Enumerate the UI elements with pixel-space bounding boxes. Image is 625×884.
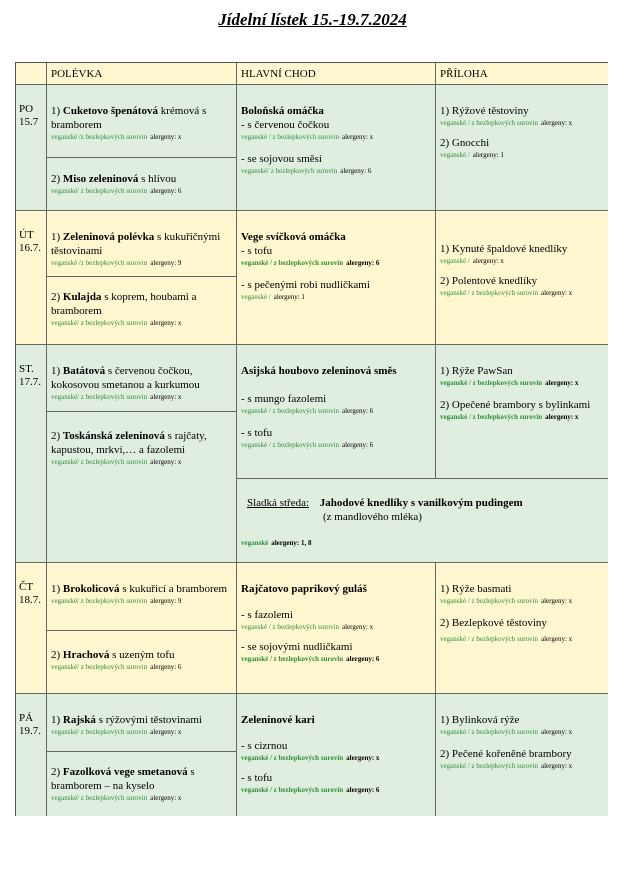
side-item: 1) Rýže basmati veganské / z bezlepkových surovin alergeny: x 2) Bezlepkové těstoviny veganské / z bezlepkových surovin alergeny: x xyxy=(440,583,573,643)
soup-name: Kulajda xyxy=(62,291,102,303)
soup-name: Hrachová xyxy=(62,649,110,661)
soup-item: 1) Zeleninová polévka s kukuřičnými těstovinami veganské /z bezlepkových surovin alergeny: 9 xyxy=(51,231,221,267)
header-side: PŘÍLOHA xyxy=(436,63,608,85)
main-name: Vege svíčková omáčka xyxy=(241,231,346,243)
day-label xyxy=(16,211,47,345)
day-label xyxy=(16,345,47,563)
soup-item: 2) Fazolková vege smetanová s bramborem – na kyselo veganské/ z bezlepkových surovin alergeny: x xyxy=(51,766,195,802)
sweet-dish: Jahodové knedlíky s vanilkovým pudingem xyxy=(319,497,523,509)
soup-cell xyxy=(47,412,237,563)
main-item: Asijská houbovo zeleninová směs - s mungo fazolemi veganské / z bezlepkových surovin alergeny: 6 - s tofu veganské / z bezlepkových surovin alergeny: 6 xyxy=(241,365,397,449)
soup-item: 2) Hrachová s uzeným tofu veganské/ z bezlepkových surovin alergeny: 6 xyxy=(51,649,182,671)
soup-cell xyxy=(47,631,237,694)
side-cell xyxy=(436,85,608,211)
soup-item: 1) Brokolicová s kukuřicí a bramborem veganské/ z bezlepkových surovin alergeny: 9 xyxy=(51,583,228,605)
soup-cell xyxy=(47,277,237,345)
soup-item: 1) Batátová s červenou čočkou, kokosovou smetanou a kurkumou veganské/ z bezlepkových surovin alergeny: x xyxy=(51,365,200,401)
soup-name: Zeleninová polévka xyxy=(62,231,155,243)
soup-name: Rajská xyxy=(62,714,96,726)
soup-cell xyxy=(47,345,237,412)
header-main: HLAVNÍ CHOD xyxy=(237,63,436,85)
day-date: 16.7. xyxy=(19,242,41,254)
main-cell xyxy=(237,345,436,479)
main-name: Boloňská omáčka xyxy=(241,105,324,117)
day-name: ÚT xyxy=(19,229,34,241)
day-date: 15.7 xyxy=(19,116,39,128)
side-cell xyxy=(436,211,608,345)
soup-cell xyxy=(47,752,237,816)
day-name: ST. xyxy=(19,363,34,375)
day-date: 18.7. xyxy=(19,594,41,606)
main-cell xyxy=(237,563,436,694)
day-name: ČT xyxy=(19,581,34,593)
day-name: PÁ xyxy=(19,712,34,724)
side-item: 1) Rýžové těstoviny veganské / z bezlepkových surovin alergeny: x 2) Gnocchi veganské / alergeny: 1 xyxy=(440,105,573,159)
soup-cell xyxy=(47,158,237,211)
side-cell xyxy=(436,563,608,694)
header-corner xyxy=(16,63,47,85)
main-item: Zeleninové kari - s cizrnou veganské / z bezlepkových surovin alergeny: x - s tofu veganské / z bezlepkových surovin alergeny: 6 xyxy=(241,714,380,794)
day-name: PO xyxy=(19,103,34,115)
main-cell xyxy=(237,85,436,211)
soup-name: Toskánská zeleninová xyxy=(62,430,165,442)
soup-name: Fazolková vege smetanová xyxy=(62,766,188,778)
sweet-wednesday-cell xyxy=(237,479,608,563)
day-label xyxy=(16,563,47,694)
soup-name: Miso zeleninová xyxy=(62,173,139,185)
side-item: 1) Bylinková rýže veganské / z bezlepkových surovin alergeny: x 2) Pečené kořeněné brambory veganské / z bezlepkových surovin alergeny: x xyxy=(440,714,573,770)
side-item: 1) Kynuté špaldové knedlíky veganské / alergeny: x 2) Polentové knedlíky veganské / z bezlepkových surovin alergeny: x xyxy=(440,243,573,297)
soup-item: 1) Rajská s rýžovými těstovinami veganské/ z bezlepkových surovin alergeny: x xyxy=(51,714,202,736)
side-cell xyxy=(436,694,608,816)
soup-item: 2) Kulajda s koprem, houbami a bramborem veganské/ z bezlepkových surovin alergeny: x xyxy=(51,291,197,327)
main-item: Boloňská omáčka - s červenou čočkou veganské / z bezlepkových surovin alergeny: x - se sojovou směsí veganské/ z bezlepkových surovin alergeny: 6 xyxy=(241,105,374,175)
soup-item: 2) Toskánská zeleninová s rajčaty, kapustou, mrkví,… a fazolemi veganské/ z bezlepkových surovin alergeny: x xyxy=(51,430,207,466)
main-cell xyxy=(237,211,436,345)
day-date: 17.7. xyxy=(19,376,41,388)
main-name: Asijská houbovo zeleninová směs xyxy=(241,365,397,377)
day-date: 19.7. xyxy=(19,725,41,737)
soup-name: Batátová xyxy=(62,365,106,377)
header-soup: POLÉVKA xyxy=(47,63,237,85)
side-item: 1) Rýže PawSan veganské / z bezlepkových surovin alergeny: x 2) Opečené brambory s bylinkami veganské / z bezlepkových surovin alergeny: x xyxy=(440,365,591,421)
soup-name: Brokolicová xyxy=(62,583,120,595)
main-item: Rajčatovo paprikový guláš - s fazolemi veganské / z bezlepkových surovin alergeny: x - se sojovými nudličkami veganské / z bezlepkových surovin alergeny: 6 xyxy=(241,583,380,663)
soup-cell xyxy=(47,694,237,752)
soup-item: 1) Cuketovo špenátová krémová s bramborem veganské /z bezlepkových surovin alergeny: x xyxy=(51,105,207,141)
day-label xyxy=(16,85,47,211)
page-title: Jídelní lístek 15.-19.7.2024 xyxy=(218,10,407,29)
soup-cell xyxy=(47,563,237,631)
main-cell xyxy=(237,694,436,816)
sweet-label: Sladká středa: xyxy=(247,497,310,509)
soup-cell xyxy=(47,85,237,158)
menu-table xyxy=(15,62,608,816)
main-name: Zeleninové kari xyxy=(241,714,315,726)
sweet-wednesday: Sladká středa: Jahodové knedlíky s vanilkovým pudingem (z mandlového mléka) veganské alergeny: 1, 8 xyxy=(241,497,523,547)
soup-name: Cuketovo špenátová xyxy=(62,105,158,117)
side-cell xyxy=(436,345,608,479)
main-name: Rajčatovo paprikový guláš xyxy=(241,583,367,595)
day-label xyxy=(16,694,47,816)
soup-cell xyxy=(47,211,237,277)
soup-item: 2) Miso zeleninová s hlívou veganské/ z bezlepkových surovin alergeny: 6 xyxy=(51,173,182,195)
main-item: Vege svíčková omáčka - s tofu veganské / z bezlepkových surovin alergeny: 6 - s pečenými robi nudličkami veganské / alergeny: 1 xyxy=(241,231,380,301)
